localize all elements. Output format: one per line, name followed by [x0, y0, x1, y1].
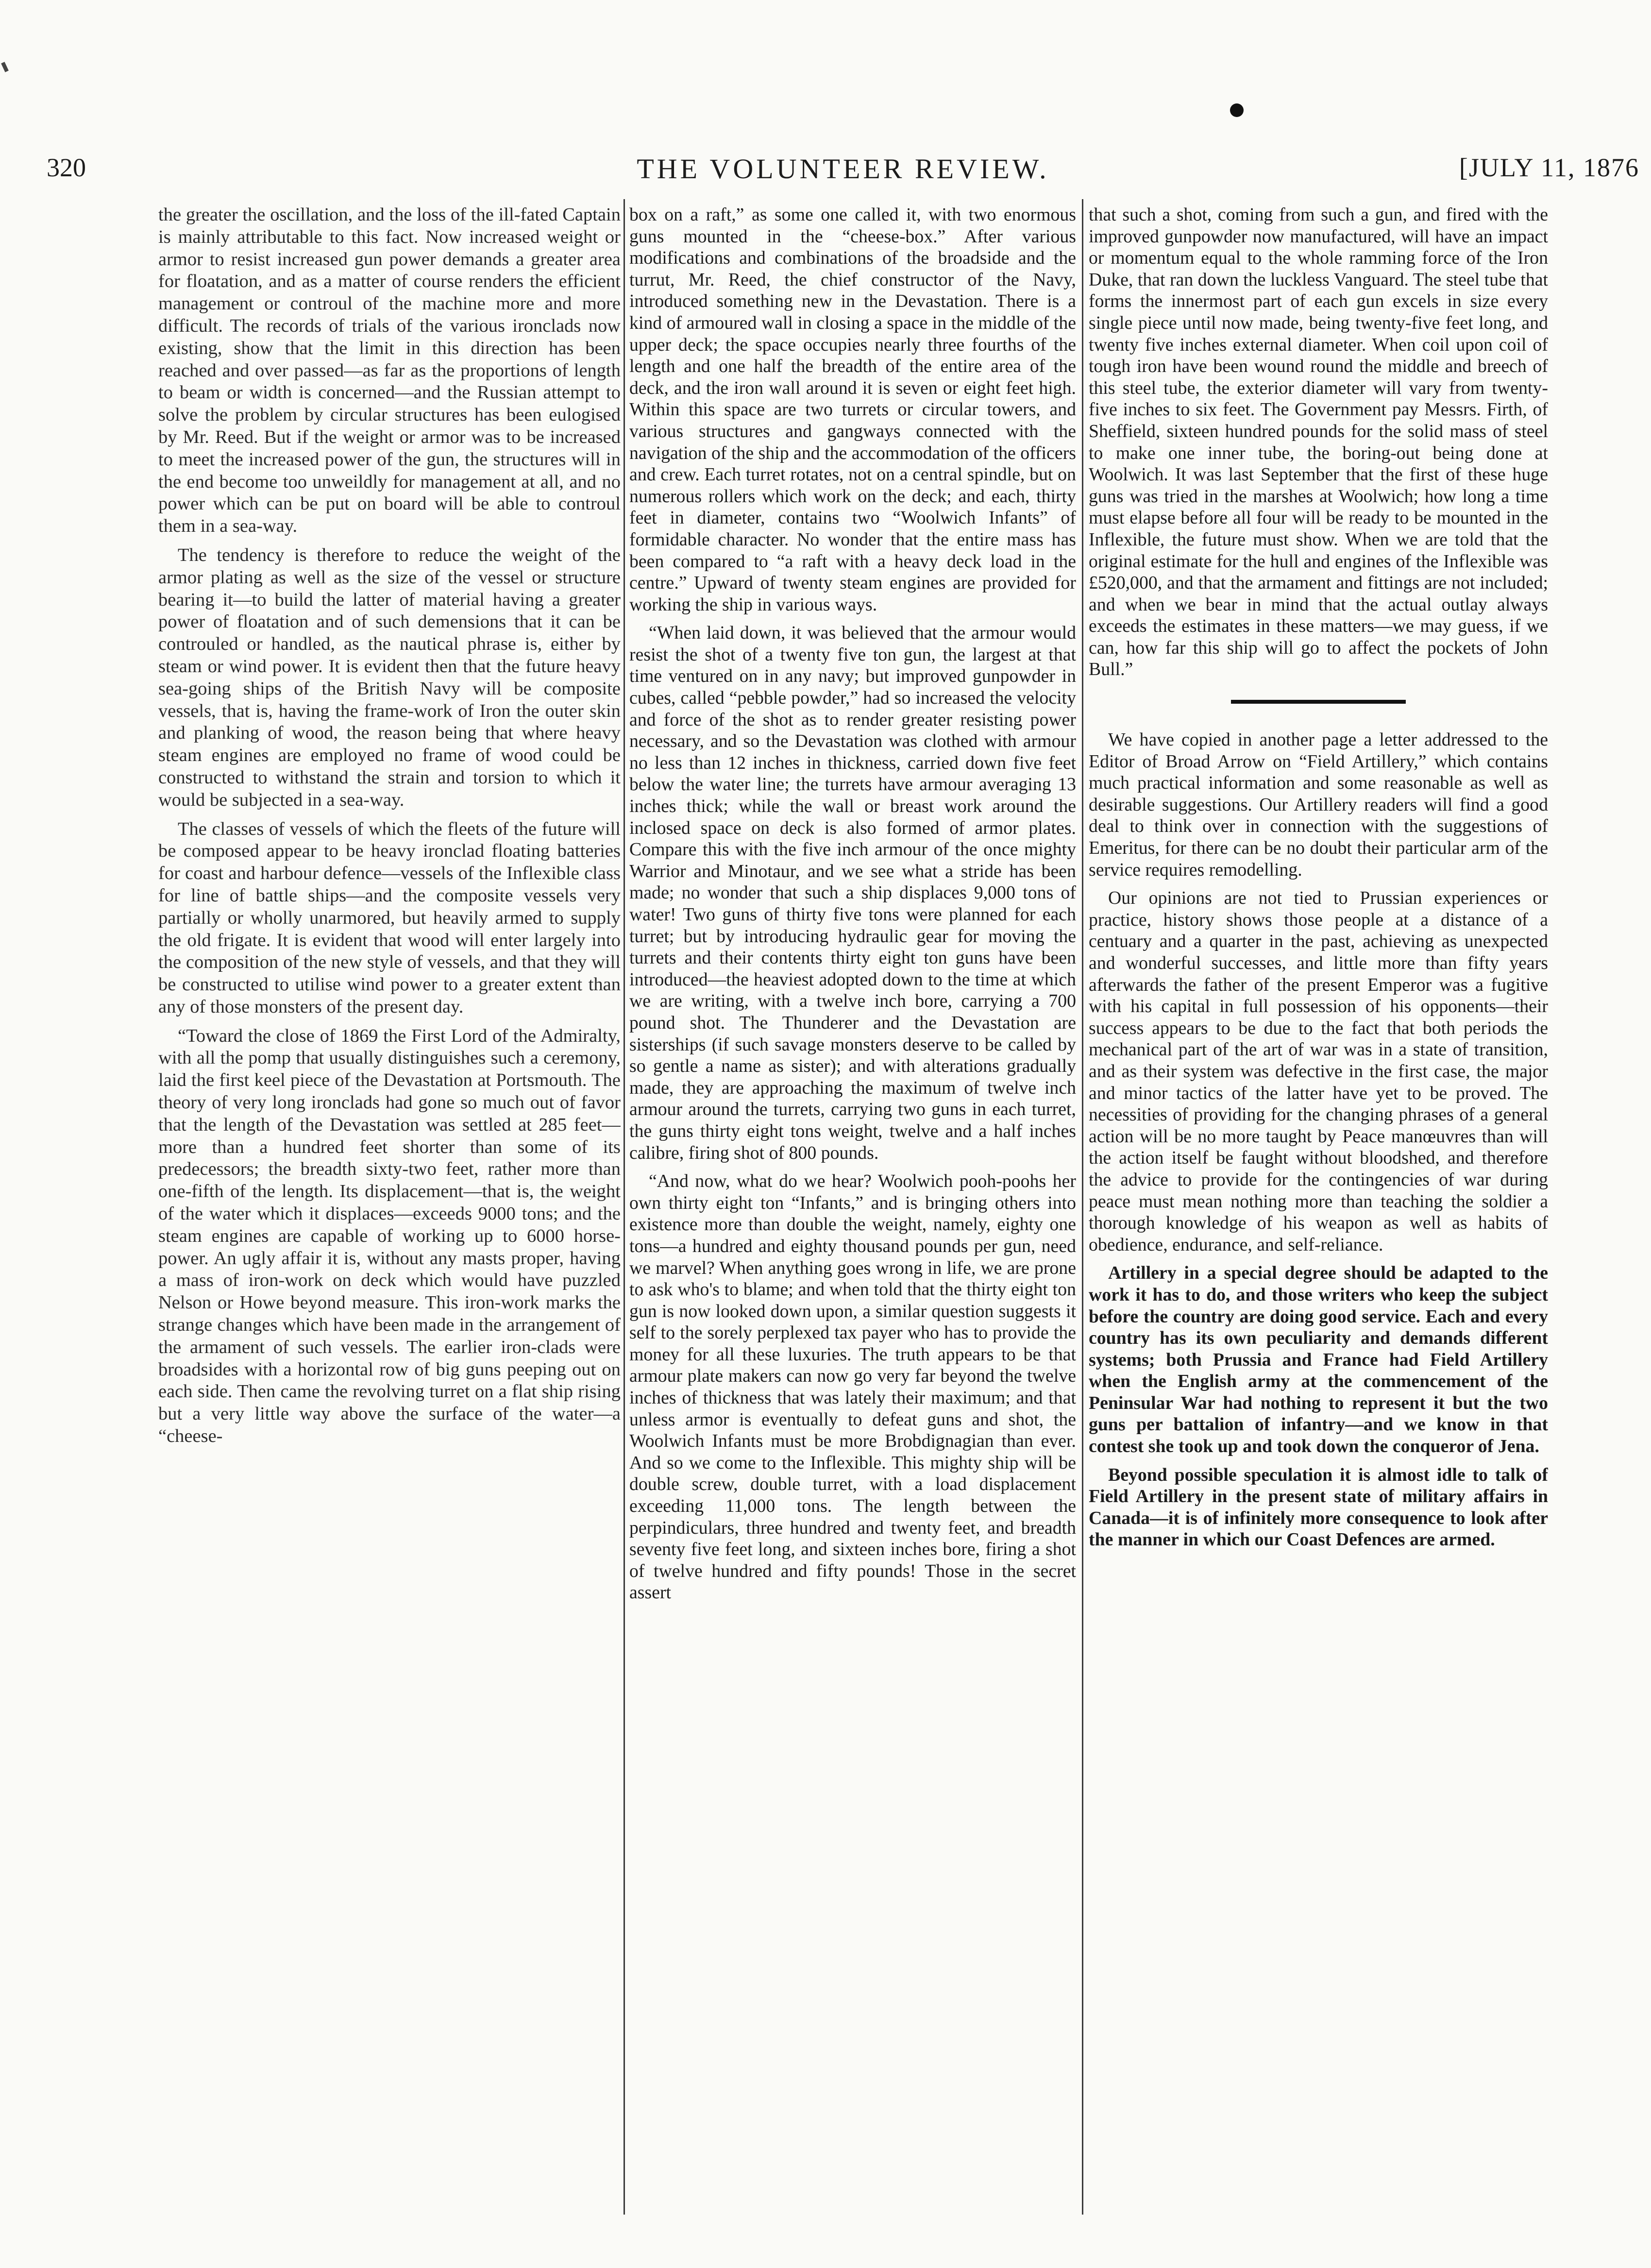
- ink-spot: [1230, 103, 1244, 117]
- column-right: [1089, 204, 1548, 2244]
- column-left: [158, 204, 621, 2244]
- paragraph: the greater the oscillation, and the loss of the ill-fated Captain is mainly attributable to this fact. Now increased weight or armor to resist increased gun power demands a greater area for floatation, and as a matter of course renders the efficient management or controul of the machine more and more difficult. The records of trials of the various ironclads now existing, show that the limit in this direction has been reached and over passed—as far as the proportions of length to beam or width is concerned—and the Russian attempt to solve the problem by circular structures has been eulogised by Mr. Reed. But if the weight or armor was to be increased to meet the increased power of the gun, the structures will in the end become too unweildly for management at all, and no power which can be put on board will be able to controul them in a sea-way.: [158, 204, 621, 537]
- paragraph: Artillery in a special degree should be adapted to the work it has to do, and those writers who keep the subject before the country are doing good service. Each and every country has its own peculiarity and demands different systems; both Prussia and France had Field Artillery when the English army at the commencement of the Peninsular War had nothing to represent it but the two guns per battalion of infantry—and we know in that contest she took up and took down the conqueror of Jena.: [1089, 1263, 1548, 1457]
- column-rule: [1082, 199, 1083, 2215]
- paragraph: The classes of vessels of which the fleets of the future will be composed appear to be heavy ironclad floating batteries for coast and harbour defence—vessels of the Inflexible class for line of battle ships—and the composite vessels very partially or wholly unarmored, but heavily armed to supply the old frigate. It is evident that wood will enter largely into the composition of the new style of vessels, and that they will be constructed to utilise wind power to a greater extent than any of those monsters of the present day.: [158, 818, 621, 1017]
- section-divider: [1231, 700, 1406, 704]
- paragraph: We have copied in another page a letter addressed to the Editor of Broad Arrow on “Field Artillery,” which contains much practical information and some reasonable as well as desirable suggestions. Our Artillery readers will find a good deal to think over in connection with the suggestions of Emeritus, for there can be no doubt their particular arm of the service requires remodelling.: [1089, 729, 1548, 880]
- margin-mark: [1, 62, 9, 72]
- page-number: 320: [47, 153, 86, 182]
- paragraph: Beyond possible speculation it is almost idle to talk of Field Artillery in the present state of military affairs in Canada—it is of infinitely more consequence to look after the manner in which our Coast Defences are armed.: [1089, 1464, 1548, 1550]
- paragraph: “And now, what do we hear? Woolwich pooh-poohs her own thirty eight ton “Infants,” and is bringing others into existence more than double the weight, namely, eighty one tons—a hundred and eighty thousand pounds per gun, need we marvel? When anything goes wrong in life, we are prone to ask who's to blame; and when told that the thirty eight ton gun is now looked down upon, a similar question suggests it self to the sorely perplexed tax payer who has to provide the money for all these luxuries. The truth appears to be that armour plate makers can now go very far beyond the twelve inches of thickness that was lately their maximum; and that unless armor is eventually to defeat guns and shot, the Woolwich Infants must be more Brobdignagian than ever. And so we come to the Inflexible. This mighty ship will be double screw, double turret, with a load displacement exceeding 11,000 tons. The length between the perpindiculars, three hundred and twenty feet, and breadth seventy five feet long, and sixteen inches bore, firing a shot of twelve hundred and fifty pounds! Those in the secret assert: [629, 1171, 1076, 1603]
- running-header: [47, 152, 1639, 191]
- column-rule: [623, 199, 625, 2215]
- paragraph: that such a shot, coming from such a gun, and fired with the improved gunpowder now manufactured, will have an impact or momentum equal to the whole ramming force of the Iron Duke, that ran down the luckless Vanguard. The steel tube that forms the innermost part of each gun excels in size every single piece until now made, being twenty-five feet long, and twenty five inches external diameter. When coil upon coil of tough iron have been wound round the middle and breech of this steel tube, the exterior diameter will vary from twenty-five inches to six feet. The Government pay Messrs. Firth, of Sheffield, sixteen hundred pounds for the solid mass of steel to make one inner tube, the boring-out being done at Woolwich. It was last September that the first of these huge guns was tried in the marshes at Woolwich; how long a time must elapse before all four will be ready to be mounted in the Inflexible, the future must show. When we are told that the original estimate for the hull and engines of the Inflexible was £520,000, and that the armament and fittings are not included; and when we bear in mind that the actual outlay always exceeds the estimates in these matters—we may guess, if we can, how far this ship will go to affect the pockets of John Bull.”: [1089, 204, 1548, 680]
- paragraph: “Toward the close of 1869 the First Lord of the Admiralty, with all the pomp that usually distinguishes such a ceremony, laid the first keel piece of the Devastation at Portsmouth. The theory of very long ironclads had gone so much out of favor that the length of the Devastation was settled at 285 feet—more than a hundred feet shorter than some of its predecessors; the breadth sixty-two feet, rather more than one-fifth of the length. Its displacement—that is, the weight of the water which it displaces—exceeds 9000 tons; and the steam engines are capable of working up to 6000 horse-power. An ugly affair it is, without any masts proper, having a mass of iron-work on deck which would have puzzled Nelson or Howe beyond measure. This iron-work marks the strange changes which have been made in the arrangement of the armament of such vessels. The earlier iron-clads were broadsides with a horizontal row of big guns peeping out on each side. Then came the revolving turret on a flat ship rising but a very little way above the surface of the water—a “cheese-: [158, 1025, 621, 1447]
- paragraph: “When laid down, it was believed that the armour would resist the shot of a twenty five ton gun, the largest at that time ventured on in any navy; but improved gunpowder in cubes, called “pebble powder,” had so increased the velocity and force of the shot as to render greater resisting power necessary, and so the Devastation was clothed with armour no less than 12 inches in thickness, carried down five feet below the water line; the turrets have armour averaging 13 inches thick; while the wall or breast work around the inclosed space on deck is also formed of armor plates. Compare this with the five inch armour of the once mighty Warrior and Minotaur, and we see what a stride has been made; no wonder that such a ship displaces 9,000 tons of water! Two guns of thirty five tons were planned for each turret; but by introducing hydraulic gear for moving the turrets and their contents thirty eight ton guns have been introduced—the heaviest adopted down to the time at which we are writing, with a twelve inch bore, carrying a 700 pound shot. The Thunderer and the Devastation are sisterships (if such savage monsters deserve to be called by so gentle a name as sister); and with alterations gradually made, they are approaching the maximum of twelve inch armour around the turrets, carrying two guns in each turret, the guns thirty eight tons weight, twelve and a half inches calibre, firing shot of 800 pounds.: [629, 623, 1076, 1163]
- paragraph: Our opinions are not tied to Prussian experiences or practice, history shows those people at a distance of a centuary and a quarter in the past, achieving as unexpected and wonderful successes, and little more than fifty years afterwards the father of the present Emperor was a fugitive with his capital in full possession of his opponents—their success appears to be due to the fact that both periods the mechanical part of the art of war was in a state of transition, and as their system was defective in the first case, the major and minor tactics of the latter have yet to be proved. The necessities of providing for the changing phrases of a general action will be no more taught by Peace manœuvres than will the action itself be faught without bloodshed, and therefore the advice to provide for the contingencies of war during peace must mean nothing more than teaching the soldier a thorough knowledge of his weapon as well as habits of obedience, endurance, and self-reliance.: [1089, 888, 1548, 1255]
- column-middle: [629, 204, 1076, 2244]
- issue-date: [JULY 11, 1876: [1459, 153, 1639, 182]
- paragraph: box on a raft,” as some one called it, with two enormous guns mounted in the “cheese-box.” After various modifications and combinations of the broadside and the turrut, Mr. Reed, the chief constructor of the Navy, introduced something new in the Devastation. There is a kind of armoured wall in closing a space in the middle of the upper deck; the space occupies nearly three fourths of the length and one half the breadth of the entire area of the deck, and the iron wall around it is seven or eight feet high. Within this space are two turrets or circular towers, and various structures and gangways connected with the navigation of the ship and the accommodation of the officers and crew. Each turret rotates, not on a central spindle, but on numerous rollers which work on the deck; and each, thirty feet in diameter, contains two “Woolwich Infants” of formidable character. No wonder that the entire mass has been compared to “a raft with a heavy deck load in the centre.” Upward of twenty steam engines are provided for working the ship in various ways.: [629, 204, 1076, 615]
- publication-title: THE VOLUNTEER REVIEW.: [637, 153, 1049, 185]
- paragraph: The tendency is therefore to reduce the weight of the armor plating as well as the size of the vessel or structure bearing it—to build the latter of material having a greater power of floatation and of such demensions that it can be controuled or handled, as the nautical phrase is, either by steam or wind power. It is evident then that the future heavy sea-going ships of the British Navy will be composite vessels, that is, having the frame-work of Iron the outer skin and planking of wood, the reason being that where heavy steam engines are employed no frame of wood could be constructed to withstand the strain and torsion to which it would be subjected in a sea-way.: [158, 544, 621, 810]
